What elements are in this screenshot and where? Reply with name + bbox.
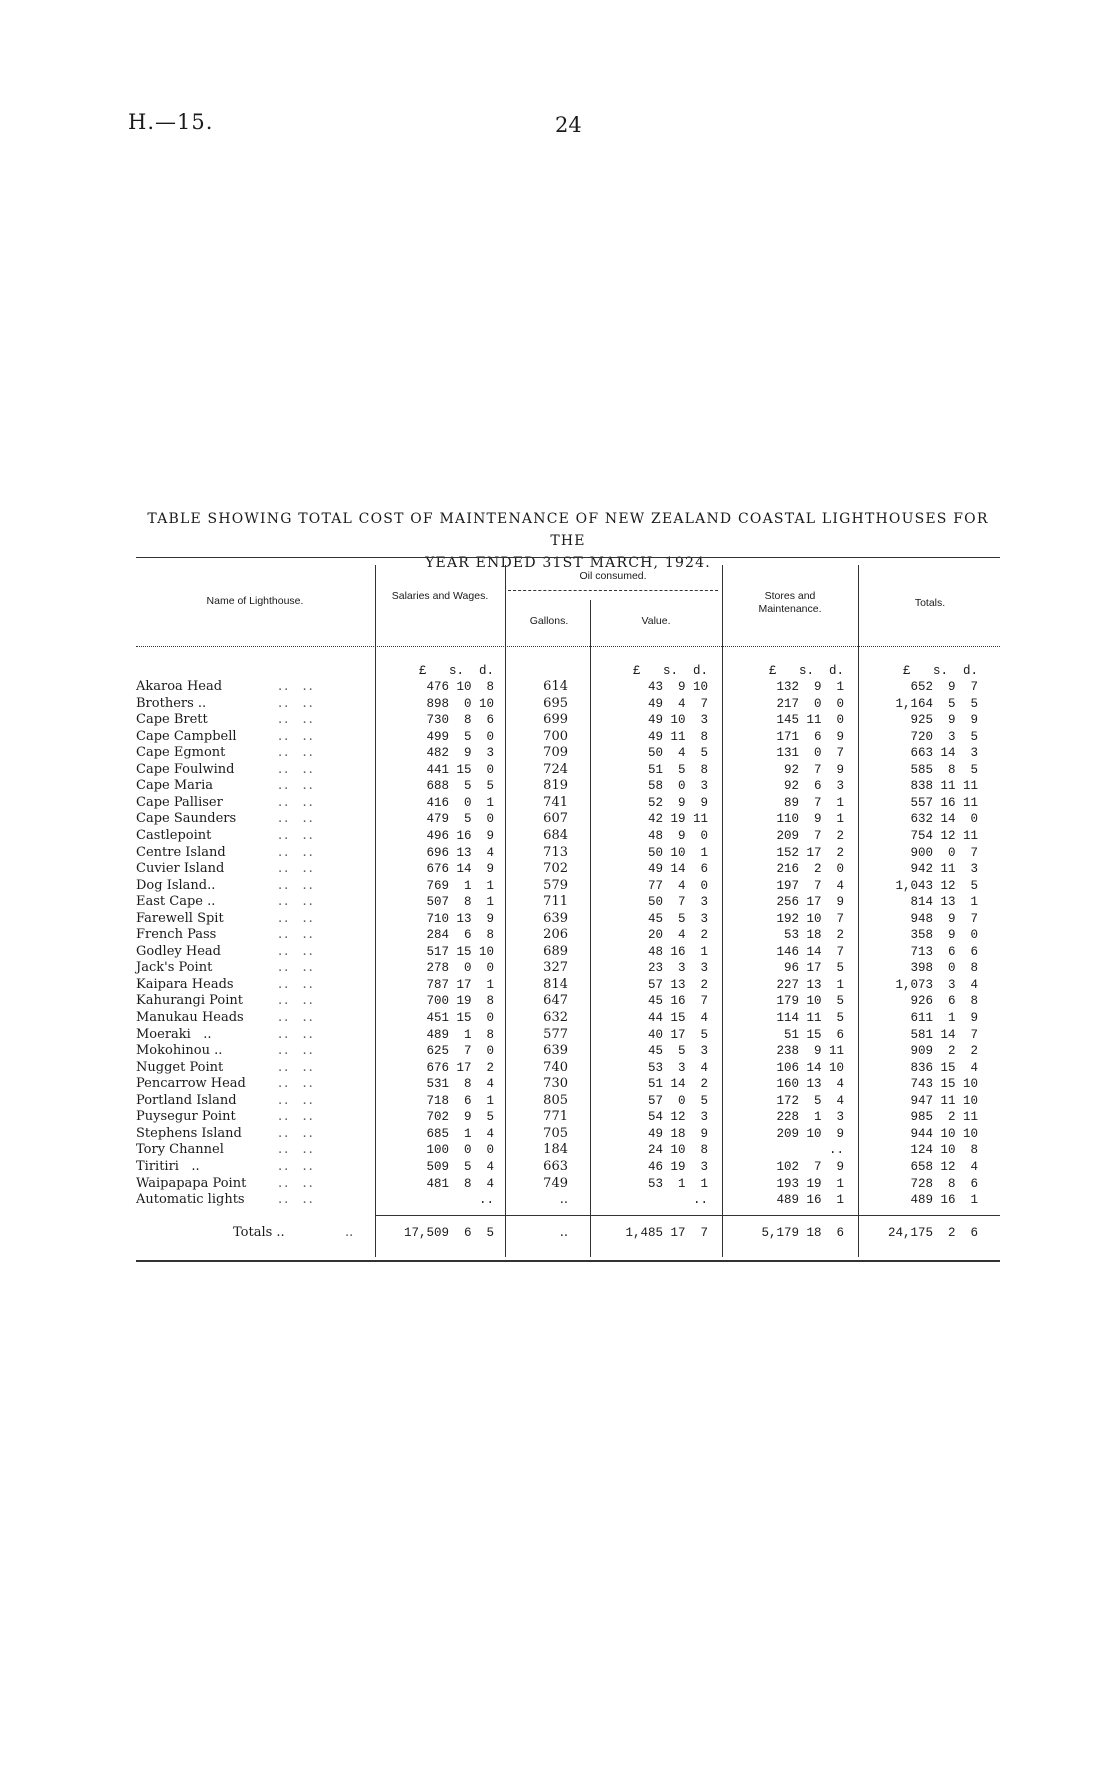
leader-dots: .. .. <box>278 927 315 943</box>
salaries-cell: 479 5 0 <box>426 812 494 827</box>
stores-cell: 489 16 1 <box>776 1193 844 1208</box>
stores-cell: 227 13 1 <box>776 977 844 992</box>
lighthouse-name: Puysegur Point <box>136 1109 236 1125</box>
total-cell: 713 6 6 <box>910 944 978 959</box>
total-cell: 985 2 11 <box>910 1110 978 1125</box>
gallons-cell: 805 <box>543 1092 568 1108</box>
lighthouse-name: Cuvier Island <box>136 861 225 877</box>
bottom-rule <box>136 1260 1000 1262</box>
stores-cell: 53 18 2 <box>783 928 844 943</box>
stores-cell: 217 0 0 <box>776 696 844 711</box>
total-cell: 838 11 11 <box>910 779 978 794</box>
leader-dots: .. .. <box>278 695 315 711</box>
value-cell: 20 4 2 <box>647 928 708 943</box>
gallons-cell: 689 <box>543 943 568 959</box>
value-cell: 49 14 6 <box>647 862 708 877</box>
stores-cell: 209 7 2 <box>776 828 844 843</box>
salaries-cell: 499 5 0 <box>426 729 494 744</box>
salaries-cell: 531 8 4 <box>426 1077 494 1092</box>
salaries-cell: 496 16 9 <box>426 828 494 843</box>
leader-dots: .. .. <box>278 960 315 976</box>
total-cell: 611 1 9 <box>910 1011 978 1025</box>
salaries-cell: 730 8 6 <box>426 713 494 728</box>
gallons-cell: 639 <box>543 910 568 926</box>
stores-cell: 172 5 4 <box>776 1093 844 1108</box>
gallons-cell: 184 <box>543 1142 568 1158</box>
salaries-cell: 100 0 0 <box>426 1143 494 1158</box>
value-cell: 42 19 11 <box>647 812 708 827</box>
total-cell: 942 11 3 <box>910 862 978 877</box>
gallons-cell: 647 <box>543 993 568 1009</box>
lighthouse-name: Centre Island <box>136 844 226 860</box>
column-divider <box>375 565 376 1257</box>
value-cell: 45 5 3 <box>647 911 708 926</box>
stores-cell: 92 6 3 <box>783 779 844 794</box>
stores-cell: 238 9 11 <box>776 1044 844 1059</box>
stores-cell: 96 17 5 <box>783 961 844 976</box>
salaries-cell: 696 13 4 <box>426 845 494 860</box>
currency-header-totals: £ s. d. <box>902 664 978 678</box>
leader-dots: .. .. <box>278 1158 315 1174</box>
leader-dots: .. .. <box>278 877 315 893</box>
leader-dots: .. .. <box>278 827 315 843</box>
leader-dots: .. .. <box>278 1010 315 1025</box>
stores-cell: 197 7 4 <box>776 878 844 893</box>
leader-dots: .. .. <box>278 1059 315 1075</box>
total-cell: 944 10 10 <box>910 1126 978 1141</box>
lighthouse-name: Mokohinou .. <box>136 1043 223 1059</box>
gallons-cell: 740 <box>543 1059 568 1075</box>
stores-cell: 51 15 6 <box>783 1027 844 1042</box>
salaries-cell: 489 1 8 <box>426 1027 494 1042</box>
header-gallons: Gallons. <box>529 615 569 627</box>
value-cell: 51 5 8 <box>647 762 708 777</box>
value-cell: 50 7 3 <box>647 895 708 910</box>
salaries-cell: 441 15 0 <box>426 762 494 777</box>
value-cell: 49 10 3 <box>647 713 708 728</box>
totals-grand-total: 24,175 2 6 <box>887 1226 978 1240</box>
gallons-cell: 684 <box>543 827 568 843</box>
gallons-cell: 741 <box>543 794 568 810</box>
gallons-cell: 705 <box>543 1125 568 1141</box>
header-oil-consumed: Oil consumed. <box>579 570 647 582</box>
stores-cell: 102 7 9 <box>776 1159 844 1174</box>
salaries-cell: 451 15 0 <box>426 1011 494 1025</box>
total-cell: 652 9 7 <box>910 680 978 694</box>
gallons-cell: 730 <box>543 1076 568 1092</box>
stores-cell: 106 14 10 <box>776 1060 844 1075</box>
value-cell: 43 9 10 <box>647 680 708 694</box>
total-cell: 1,043 12 5 <box>895 878 978 893</box>
gallons-cell: 700 <box>543 728 568 744</box>
totals-gallons: .. <box>559 1225 568 1240</box>
salaries-cell: 676 14 9 <box>426 862 494 877</box>
leader-dots: .. .. <box>278 1076 315 1092</box>
salaries-cell: 676 17 2 <box>426 1060 494 1075</box>
salaries-cell: 787 17 1 <box>426 977 494 992</box>
salaries-cell: 702 9 5 <box>426 1110 494 1125</box>
salaries-cell: 718 6 1 <box>426 1093 494 1108</box>
salaries-cell: 898 0 10 <box>426 696 494 711</box>
value-cell: 48 16 1 <box>647 944 708 959</box>
leader-dots: .. .. <box>278 745 315 761</box>
total-cell: 358 9 0 <box>910 928 978 943</box>
value-cell: 50 4 5 <box>647 746 708 761</box>
value-cell: 50 10 1 <box>647 845 708 860</box>
value-cell: 54 12 3 <box>647 1110 708 1125</box>
total-cell: 663 14 3 <box>910 746 978 761</box>
column-divider <box>505 565 506 1257</box>
value-cell: 44 15 4 <box>647 1011 708 1025</box>
gallons-cell: 711 <box>543 894 568 910</box>
total-cell: 632 14 0 <box>910 812 978 827</box>
total-cell: 1,164 5 5 <box>895 696 978 711</box>
salaries-cell: 507 8 1 <box>426 895 494 910</box>
leader-dots: .. .. <box>278 1043 315 1059</box>
leader-dots: .. .. <box>278 679 315 694</box>
value-cell: 53 1 1 <box>647 1176 708 1191</box>
leader-dots: .. .. <box>278 976 315 992</box>
value-cell: 52 9 9 <box>647 795 708 810</box>
table-title-line-1: TABLE SHOWING TOTAL COST OF MAINTENANCE OF NEW ZEALAND COASTAL LIGHTHOUSES FOR THE <box>147 511 989 549</box>
lighthouse-name: Godley Head <box>136 943 221 959</box>
value-cell: 46 19 3 <box>647 1159 708 1174</box>
value-cell: 57 0 5 <box>647 1093 708 1108</box>
salaries-cell: 278 0 0 <box>426 961 494 976</box>
column-divider <box>590 600 591 1257</box>
totals-stores: 5,179 18 6 <box>761 1226 844 1240</box>
salaries-cell: .. <box>478 1193 494 1208</box>
salaries-cell: 688 5 5 <box>426 779 494 794</box>
total-cell: 900 0 7 <box>910 845 978 860</box>
total-cell: 1,073 3 4 <box>895 977 978 992</box>
value-cell: 57 13 2 <box>647 977 708 992</box>
leader-dots: .. .. <box>278 861 315 877</box>
total-cell: 658 12 4 <box>910 1159 978 1174</box>
salaries-cell: 476 10 8 <box>426 680 494 694</box>
leader-dots: .. .. <box>278 943 315 959</box>
gallons-cell: 632 <box>543 1010 568 1025</box>
gallons-cell: 614 <box>543 679 568 694</box>
total-cell: 947 11 10 <box>910 1093 978 1108</box>
lighthouse-name: Cape Egmont <box>136 745 226 761</box>
leader-dots: .. .. <box>278 993 315 1009</box>
lighthouse-name: Moeraki .. <box>136 1026 212 1042</box>
lighthouse-name: Jack's Point <box>136 960 213 976</box>
stores-cell: 160 13 4 <box>776 1077 844 1092</box>
gallons-cell: 771 <box>543 1109 568 1125</box>
total-cell: 925 9 9 <box>910 713 978 728</box>
salaries-cell: 685 1 4 <box>426 1126 494 1141</box>
value-cell: .. <box>692 1193 708 1208</box>
lighthouse-name: Dog Island.. <box>136 877 216 893</box>
gallons-cell: 206 <box>543 927 568 943</box>
totals-label: Totals .. <box>233 1225 285 1240</box>
value-cell: 53 3 4 <box>647 1060 708 1075</box>
lighthouse-name: Cape Palliser <box>136 794 223 810</box>
gallons-cell: 713 <box>543 844 568 860</box>
stores-cell: 89 7 1 <box>783 795 844 810</box>
total-cell: 581 14 7 <box>910 1027 978 1042</box>
stores-cell: 146 14 7 <box>776 944 844 959</box>
oil-subheader-rule <box>508 590 718 591</box>
leader-dots: .. .. <box>278 1092 315 1108</box>
gallons-cell: 639 <box>543 1043 568 1059</box>
lighthouse-name: Stephens Island <box>136 1125 242 1141</box>
top-rule <box>136 557 1000 558</box>
gallons-cell: 702 <box>543 861 568 877</box>
leader-dots: .. .. <box>278 1026 315 1042</box>
total-cell: 754 12 11 <box>910 828 978 843</box>
gallons-cell: .. <box>559 1192 568 1208</box>
salaries-cell: 517 15 10 <box>426 944 494 959</box>
lighthouse-name: Cape Maria <box>136 778 214 794</box>
stores-cell: 209 10 9 <box>776 1126 844 1141</box>
header-totals: Totals. <box>914 597 946 609</box>
leader-dots: .. .. <box>278 844 315 860</box>
lighthouse-name: Cape Brett <box>136 712 208 728</box>
totals-salaries: 17,509 6 5 <box>403 1226 494 1240</box>
salaries-cell: 481 8 4 <box>426 1176 494 1191</box>
column-divider <box>722 565 723 1257</box>
total-cell: 814 13 1 <box>910 895 978 910</box>
leader-dots: .. .. <box>278 811 315 827</box>
total-cell: 489 16 1 <box>910 1193 978 1208</box>
total-cell: 926 6 8 <box>910 994 978 1009</box>
value-cell: 48 9 0 <box>647 828 708 843</box>
salaries-cell: 700 19 8 <box>426 994 494 1009</box>
stores-cell: 192 10 7 <box>776 911 844 926</box>
salaries-cell: 509 5 4 <box>426 1159 494 1174</box>
stores-cell: 110 9 1 <box>776 812 844 827</box>
gallons-cell: 607 <box>543 811 568 827</box>
stores-cell: 256 17 9 <box>776 895 844 910</box>
currency-header-stores: £ s. d. <box>768 664 844 678</box>
total-cell: 557 16 11 <box>910 795 978 810</box>
value-cell: 49 11 8 <box>647 729 708 744</box>
leader-dots: .. .. <box>278 1175 315 1191</box>
currency-header-salaries: £ s. d. <box>418 664 494 678</box>
value-cell: 77 4 0 <box>647 878 708 893</box>
leader-dots: .. .. <box>278 1109 315 1125</box>
leader-dots: .. .. <box>278 794 315 810</box>
totals-value: 1,485 17 7 <box>625 1226 708 1240</box>
value-cell: 49 18 9 <box>647 1126 708 1141</box>
total-cell: 720 3 5 <box>910 729 978 744</box>
gallons-cell: 709 <box>543 745 568 761</box>
lighthouse-name: Waipapapa Point <box>136 1175 247 1191</box>
lighthouse-name: Tiritiri .. <box>136 1158 200 1174</box>
total-cell: 836 15 4 <box>910 1060 978 1075</box>
leader-dots: .. .. <box>278 1125 315 1141</box>
page-reference: H.—15. <box>128 110 214 134</box>
lighthouse-name: Cape Foulwind <box>136 761 235 777</box>
header-stores-and-maintenance: Stores and Maintenance. <box>758 590 822 615</box>
salaries-cell: 625 7 0 <box>426 1044 494 1059</box>
leader-dots: .. .. <box>278 894 315 910</box>
value-cell: 51 14 2 <box>647 1077 708 1092</box>
gallons-cell: 724 <box>543 761 568 777</box>
stores-cell: .. <box>828 1143 844 1158</box>
lighthouse-name: French Pass <box>136 927 217 943</box>
lighthouse-name: Akaroa Head <box>136 679 223 694</box>
lighthouse-name: East Cape .. <box>136 894 216 910</box>
total-cell: 743 15 10 <box>910 1077 978 1092</box>
gallons-cell: 695 <box>543 695 568 711</box>
stores-cell: 152 17 2 <box>776 845 844 860</box>
stores-cell: 145 11 0 <box>776 713 844 728</box>
totals-top-rule <box>375 1215 1000 1216</box>
value-cell: 23 3 3 <box>647 961 708 976</box>
lighthouse-name: Tory Channel <box>136 1142 224 1158</box>
table-title-line-2: YEAR ENDED 31ST MARCH, 1924. <box>425 555 711 571</box>
lighthouse-name: Automatic lights <box>136 1192 245 1208</box>
lighthouse-name: Castlepoint <box>136 827 212 843</box>
page-number: 24 <box>555 113 582 137</box>
header-value: Value. <box>641 615 671 627</box>
stores-cell: 132 9 1 <box>776 680 844 694</box>
total-cell: 909 2 2 <box>910 1044 978 1059</box>
salaries-cell: 482 9 3 <box>426 746 494 761</box>
lighthouse-name: Brothers .. <box>136 695 207 711</box>
totals-dots: .. <box>345 1225 354 1240</box>
salaries-cell: 284 6 8 <box>426 928 494 943</box>
value-cell: 58 0 3 <box>647 779 708 794</box>
lighthouse-name: Kahurangi Point <box>136 993 243 1009</box>
gallons-cell: 699 <box>543 712 568 728</box>
gallons-cell: 327 <box>543 960 568 976</box>
leader-dots: .. .. <box>278 910 315 926</box>
leader-dots: .. .. <box>278 712 315 728</box>
lighthouse-name: Cape Campbell <box>136 728 237 744</box>
column-divider <box>858 565 859 1257</box>
lighthouse-name: Cape Saunders <box>136 811 237 827</box>
stores-cell: 228 1 3 <box>776 1110 844 1125</box>
total-cell: 124 10 8 <box>910 1143 978 1158</box>
value-cell: 40 17 5 <box>647 1027 708 1042</box>
gallons-cell: 814 <box>543 976 568 992</box>
lighthouse-name: Nugget Point <box>136 1059 224 1075</box>
salaries-cell: 710 13 9 <box>426 911 494 926</box>
gallons-cell: 577 <box>543 1026 568 1042</box>
gallons-cell: 663 <box>543 1158 568 1174</box>
table-title <box>136 508 1000 574</box>
total-cell: 948 9 7 <box>910 911 978 926</box>
header-salaries-and-wages: Salaries and Wages. <box>391 590 489 602</box>
stores-cell: 193 19 1 <box>776 1176 844 1191</box>
stores-cell: 171 6 9 <box>776 729 844 744</box>
lighthouse-name: Farewell Spit <box>136 910 224 926</box>
total-cell: 585 8 5 <box>910 762 978 777</box>
leader-dots: .. .. <box>278 728 315 744</box>
value-cell: 45 5 3 <box>647 1044 708 1059</box>
stores-cell: 216 2 0 <box>776 862 844 877</box>
header-bottom-rule <box>136 646 1000 647</box>
total-cell: 728 8 6 <box>910 1176 978 1191</box>
total-cell: 398 0 8 <box>910 961 978 976</box>
stores-cell: 92 7 9 <box>783 762 844 777</box>
value-cell: 45 16 7 <box>647 994 708 1009</box>
value-cell: 49 4 7 <box>647 696 708 711</box>
stores-cell: 131 0 7 <box>776 746 844 761</box>
leader-dots: .. .. <box>278 761 315 777</box>
leader-dots: .. .. <box>278 778 315 794</box>
gallons-cell: 819 <box>543 778 568 794</box>
stores-cell: 114 11 5 <box>776 1011 844 1025</box>
lighthouse-name: Pencarrow Head <box>136 1076 246 1092</box>
gallons-cell: 579 <box>543 877 568 893</box>
lighthouse-name: Manukau Heads <box>136 1010 244 1025</box>
stores-cell: 179 10 5 <box>776 994 844 1009</box>
salaries-cell: 416 0 1 <box>426 795 494 810</box>
gallons-cell: 749 <box>543 1175 568 1191</box>
lighthouse-name: Kaipara Heads <box>136 976 234 992</box>
leader-dots: .. .. <box>278 1142 315 1158</box>
salaries-cell: 769 1 1 <box>426 878 494 893</box>
currency-header-value: £ s. d. <box>632 664 708 678</box>
header-name-of-lighthouse: Name of Lighthouse. <box>206 595 304 607</box>
lighthouse-name: Portland Island <box>136 1092 237 1108</box>
value-cell: 24 10 8 <box>647 1143 708 1158</box>
leader-dots: .. .. <box>278 1192 315 1208</box>
